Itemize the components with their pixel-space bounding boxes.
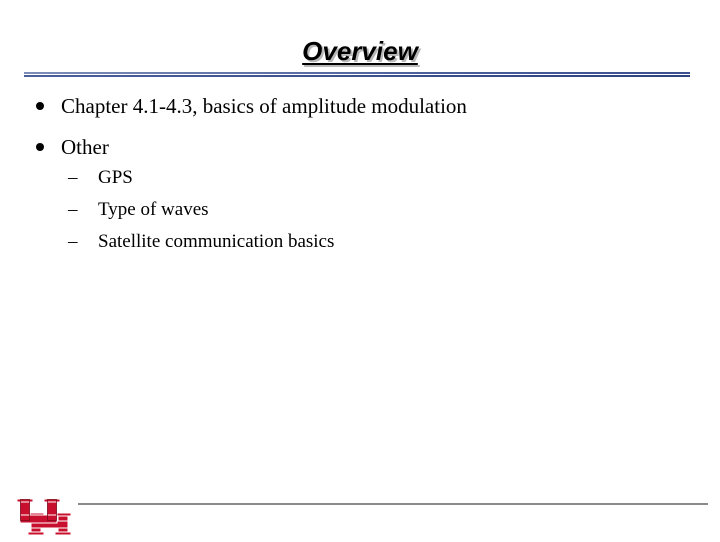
dash-marker-icon: – [68,231,78,252]
bullet-text: Other [61,135,109,159]
sub-bullet-text: GPS [98,167,133,188]
bullet-list [36,93,696,273]
bullet-dot-icon [36,102,44,110]
dash-marker-icon: – [68,167,78,188]
title-divider-top-line [24,72,690,74]
bullet-item [36,134,696,258]
sub-bullet-item [68,226,696,258]
footer-divider [78,503,708,505]
sub-bullet-item [68,162,696,194]
sub-bullet-item [68,194,696,226]
title-divider-bottom-line [24,75,690,77]
bullet-dot-icon [36,143,44,151]
sub-bullet-text: Satellite communication basics [98,231,335,252]
uh-logo-icon [17,497,73,537]
dash-marker-icon: – [68,199,78,220]
sub-bullet-text: Type of waves [98,199,209,220]
title-divider [24,72,690,78]
sub-bullet-list [61,162,696,258]
slide-title: Overview [302,36,418,66]
bullet-text: Chapter 4.1-4.3, basics of amplitude modulation [61,94,467,118]
bullet-item [36,93,696,119]
university-logo [17,497,73,537]
